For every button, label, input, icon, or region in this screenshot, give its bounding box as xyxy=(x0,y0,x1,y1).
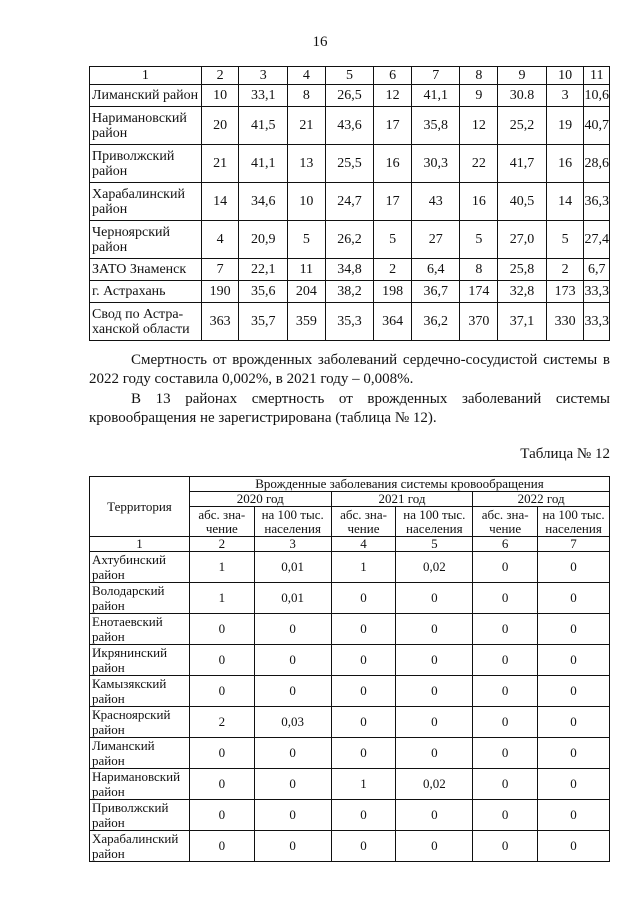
text-line: Наримановский xyxy=(92,769,181,784)
value-cell: 0 xyxy=(473,707,538,738)
value-cell: 37,1 xyxy=(498,303,547,341)
text-line: чение xyxy=(347,520,380,536)
abs-value-header xyxy=(331,507,396,537)
page-number: 16 xyxy=(312,34,328,50)
value-cell: 0 xyxy=(396,583,473,614)
value-cell: 9 xyxy=(460,85,498,107)
value-cell: 35,3 xyxy=(325,303,374,341)
value-cell: 0 xyxy=(396,831,473,862)
column-number: 5 xyxy=(396,537,473,552)
territory-cell xyxy=(90,645,190,676)
value-cell: 5 xyxy=(287,221,325,259)
table-row xyxy=(90,303,610,341)
value-cell: 0 xyxy=(538,676,610,707)
value-cell: 3 xyxy=(546,85,584,107)
value-cell: 33,3 xyxy=(584,303,610,341)
value-cell: 0 xyxy=(473,800,538,831)
value-cell: 0 xyxy=(331,707,396,738)
value-cell: 35,7 xyxy=(239,303,288,341)
year-header: 2021 год xyxy=(331,492,473,507)
column-number: 6 xyxy=(473,537,538,552)
value-cell: 0 xyxy=(189,769,254,800)
value-cell: 0 xyxy=(473,769,538,800)
value-cell: 27 xyxy=(411,221,460,259)
territory-cell xyxy=(90,107,202,145)
table-row xyxy=(90,707,610,738)
table-row xyxy=(90,552,610,583)
value-cell: 0 xyxy=(473,583,538,614)
value-cell: 26,2 xyxy=(325,221,374,259)
text-line: населения xyxy=(545,520,602,536)
column-number: 1 xyxy=(90,67,202,85)
column-number: 7 xyxy=(411,67,460,85)
text-line: абс. зна- xyxy=(340,506,387,522)
value-cell: 359 xyxy=(287,303,325,341)
value-cell: 21 xyxy=(287,107,325,145)
territory-cell xyxy=(90,183,202,221)
value-cell: 0 xyxy=(254,738,331,769)
value-cell: 2 xyxy=(546,259,584,281)
territory-cell xyxy=(90,583,190,614)
paragraph-cardio-mortality: Смертность от врожденных заболеваний сердечно-сосудистой системы в 2022 году составила 0,002%, в 2021 году – 0,008%. xyxy=(89,352,610,387)
value-cell: 36,7 xyxy=(411,281,460,303)
value-cell: 190 xyxy=(201,281,239,303)
text-line: Камызякский xyxy=(92,676,167,691)
value-cell: 17 xyxy=(374,183,412,221)
table-row xyxy=(90,831,610,862)
value-cell: 10,6 xyxy=(584,85,610,107)
congenital-circulatory-table xyxy=(89,476,610,862)
table-row xyxy=(90,800,610,831)
value-cell: 26,5 xyxy=(325,85,374,107)
column-number: 8 xyxy=(460,67,498,85)
value-cell: 36,3 xyxy=(584,183,610,221)
text-line: чение xyxy=(489,520,522,536)
value-cell: 0 xyxy=(396,676,473,707)
text-line: район xyxy=(92,125,128,141)
value-cell: 0 xyxy=(331,676,396,707)
territory-header: Территория xyxy=(90,477,190,537)
table-row xyxy=(90,221,610,259)
territory-cell xyxy=(90,676,190,707)
value-cell: 0,02 xyxy=(396,552,473,583)
value-cell: 41,1 xyxy=(239,145,288,183)
table-caption: Таблица № 12 xyxy=(520,446,610,462)
value-cell: 11 xyxy=(287,259,325,281)
value-cell: 5 xyxy=(374,221,412,259)
text-line: Наримановский xyxy=(92,110,187,126)
paragraph-districts: В 13 районах смертность от врожденных заболеваний системы кровообращения не зарегистрирована (таблица № 12). xyxy=(89,391,610,426)
value-cell: 41,7 xyxy=(498,145,547,183)
value-cell: 0 xyxy=(538,583,610,614)
value-cell: 0 xyxy=(396,800,473,831)
value-cell: 0 xyxy=(538,800,610,831)
value-cell: 0 xyxy=(396,614,473,645)
value-cell: 20,9 xyxy=(239,221,288,259)
column-number: 4 xyxy=(287,67,325,85)
column-number: 9 xyxy=(498,67,547,85)
value-cell: 0 xyxy=(189,676,254,707)
per-100k-header xyxy=(254,507,331,537)
text-line: на 100 тыс. xyxy=(261,506,324,522)
text-line: район xyxy=(92,567,125,582)
text-line: г. Астрахань xyxy=(92,284,166,299)
column-number: 2 xyxy=(189,537,254,552)
value-cell: 1 xyxy=(331,769,396,800)
text-line: абс. зна- xyxy=(481,506,529,522)
text-line: Харабалинский xyxy=(92,831,179,846)
value-cell: 0,02 xyxy=(396,769,473,800)
value-cell: 12 xyxy=(460,107,498,145)
value-cell: 34,6 xyxy=(239,183,288,221)
table-row xyxy=(90,738,610,769)
value-cell: 7 xyxy=(201,259,239,281)
table-row xyxy=(90,769,610,800)
value-cell: 330 xyxy=(546,303,584,341)
territory-cell xyxy=(90,769,190,800)
territory-cell xyxy=(90,221,202,259)
value-cell: 0 xyxy=(396,707,473,738)
value-cell: 0 xyxy=(331,645,396,676)
column-number: 11 xyxy=(584,67,610,85)
value-cell: 6,7 xyxy=(584,259,610,281)
group-header: Врожденные заболевания системы кровообращения xyxy=(189,477,609,492)
text-line: на 100 тыс. xyxy=(403,506,466,522)
year-header: 2022 год xyxy=(473,492,610,507)
value-cell: 0 xyxy=(473,676,538,707)
value-cell: 0 xyxy=(331,738,396,769)
value-cell: 0 xyxy=(473,738,538,769)
text-line: Приволжский xyxy=(92,148,175,164)
value-cell: 0,01 xyxy=(254,583,331,614)
value-cell: 40,5 xyxy=(498,183,547,221)
text-line: на 100 тыс. xyxy=(542,506,605,522)
text-line: район xyxy=(92,201,128,217)
column-number: 3 xyxy=(239,67,288,85)
value-cell: 0 xyxy=(189,645,254,676)
text-line: Володарский xyxy=(92,583,165,598)
text-line: Лиманский район xyxy=(92,88,199,103)
text-line: Свод по Астра- xyxy=(92,306,184,322)
text-line: район xyxy=(92,815,125,830)
territory-cell xyxy=(90,303,202,341)
value-cell: 0 xyxy=(331,800,396,831)
value-cell: 1 xyxy=(189,552,254,583)
per-100k-header xyxy=(396,507,473,537)
table-row xyxy=(90,614,610,645)
value-cell: 0 xyxy=(473,614,538,645)
text-line: чение xyxy=(205,520,238,536)
value-cell: 173 xyxy=(546,281,584,303)
per-100k-header xyxy=(538,507,610,537)
value-cell: 20 xyxy=(201,107,239,145)
value-cell: 0 xyxy=(254,831,331,862)
value-cell: 0 xyxy=(538,552,610,583)
text-line: Черноярский xyxy=(92,224,170,240)
value-cell: 198 xyxy=(374,281,412,303)
text-line: район xyxy=(92,722,125,737)
abs-value-header xyxy=(189,507,254,537)
value-cell: 0 xyxy=(538,707,610,738)
value-cell: 2 xyxy=(189,707,254,738)
territory-cell xyxy=(90,145,202,183)
column-number: 2 xyxy=(201,67,239,85)
text-line: абс. зна- xyxy=(198,506,246,522)
table-row xyxy=(90,583,610,614)
text-line: район xyxy=(92,691,125,706)
value-cell: 8 xyxy=(287,85,325,107)
value-cell: 33,3 xyxy=(584,281,610,303)
value-cell: 0 xyxy=(331,831,396,862)
value-cell: 25,5 xyxy=(325,145,374,183)
territory-cell xyxy=(90,831,190,862)
value-cell: 35,8 xyxy=(411,107,460,145)
text-line: район xyxy=(92,753,125,768)
value-cell: 12 xyxy=(374,85,412,107)
column-number: 10 xyxy=(546,67,584,85)
value-cell: 370 xyxy=(460,303,498,341)
text-line: Красноярский xyxy=(92,707,171,722)
value-cell: 14 xyxy=(546,183,584,221)
value-cell: 5 xyxy=(460,221,498,259)
value-cell: 33,1 xyxy=(239,85,288,107)
value-cell: 24,7 xyxy=(325,183,374,221)
value-cell: 32,8 xyxy=(498,281,547,303)
value-cell: 0 xyxy=(254,614,331,645)
value-cell: 25,2 xyxy=(498,107,547,145)
value-cell: 0 xyxy=(473,831,538,862)
text-line: район xyxy=(92,660,125,675)
value-cell: 174 xyxy=(460,281,498,303)
value-cell: 0 xyxy=(538,831,610,862)
value-cell: 0 xyxy=(189,738,254,769)
value-cell: 0 xyxy=(473,645,538,676)
text-line: район xyxy=(92,846,125,861)
value-cell: 21 xyxy=(201,145,239,183)
value-cell: 4 xyxy=(201,221,239,259)
territory-cell xyxy=(90,281,202,303)
table-row xyxy=(90,183,610,221)
value-cell: 17 xyxy=(374,107,412,145)
table-row xyxy=(90,259,610,281)
text-line: Лиманский xyxy=(92,738,155,753)
value-cell: 0 xyxy=(189,614,254,645)
text-line: Приволжский xyxy=(92,800,169,815)
value-cell: 0 xyxy=(396,645,473,676)
territory-cell xyxy=(90,800,190,831)
text-line: ЗАТО Знаменск xyxy=(92,262,187,277)
table-row xyxy=(90,145,610,183)
text-line: район xyxy=(92,784,125,799)
territory-cell xyxy=(90,85,202,107)
table-row xyxy=(90,676,610,707)
table-row xyxy=(90,85,610,107)
value-cell: 27,0 xyxy=(498,221,547,259)
value-cell: 13 xyxy=(287,145,325,183)
value-cell: 0 xyxy=(331,614,396,645)
territory-cell xyxy=(90,707,190,738)
value-cell: 43,6 xyxy=(325,107,374,145)
value-cell: 5 xyxy=(546,221,584,259)
value-cell: 6,4 xyxy=(411,259,460,281)
value-cell: 0,03 xyxy=(254,707,331,738)
header-row xyxy=(90,67,610,85)
text-line: район xyxy=(92,163,128,179)
territory-cell xyxy=(90,259,202,281)
territory-cell xyxy=(90,552,190,583)
value-cell: 0 xyxy=(538,645,610,676)
column-number: 4 xyxy=(331,537,396,552)
territory-cell xyxy=(90,738,190,769)
value-cell: 0 xyxy=(189,831,254,862)
value-cell: 364 xyxy=(374,303,412,341)
text-line: район xyxy=(92,239,128,255)
value-cell: 28,6 xyxy=(584,145,610,183)
value-cell: 16 xyxy=(374,145,412,183)
abs-value-header xyxy=(473,507,538,537)
value-cell: 0 xyxy=(189,800,254,831)
value-cell: 22,1 xyxy=(239,259,288,281)
column-number: 3 xyxy=(254,537,331,552)
value-cell: 1 xyxy=(189,583,254,614)
text-line: населения xyxy=(406,520,463,536)
table-row xyxy=(90,645,610,676)
mortality-table-continued xyxy=(89,66,610,341)
value-cell: 0 xyxy=(396,738,473,769)
value-cell: 35,6 xyxy=(239,281,288,303)
value-cell: 2 xyxy=(374,259,412,281)
value-cell: 0 xyxy=(254,769,331,800)
text-line: ханской области xyxy=(92,321,190,337)
text-line: Енотаевский xyxy=(92,614,163,629)
value-cell: 0,01 xyxy=(254,552,331,583)
value-cell: 14 xyxy=(201,183,239,221)
value-cell: 43 xyxy=(411,183,460,221)
value-cell: 16 xyxy=(546,145,584,183)
value-cell: 0 xyxy=(538,769,610,800)
table-row xyxy=(90,281,610,303)
value-cell: 34,8 xyxy=(325,259,374,281)
value-cell: 0 xyxy=(254,645,331,676)
value-cell: 0 xyxy=(538,738,610,769)
value-cell: 204 xyxy=(287,281,325,303)
value-cell: 41,5 xyxy=(239,107,288,145)
value-cell: 363 xyxy=(201,303,239,341)
value-cell: 0 xyxy=(473,552,538,583)
value-cell: 19 xyxy=(546,107,584,145)
value-cell: 30,3 xyxy=(411,145,460,183)
text-line: район xyxy=(92,598,125,613)
value-cell: 16 xyxy=(460,183,498,221)
text-line: Харабалинский xyxy=(92,186,185,202)
text-line: населения xyxy=(264,520,321,536)
territory-cell xyxy=(90,614,190,645)
value-cell: 40,7 xyxy=(584,107,610,145)
value-cell: 36,2 xyxy=(411,303,460,341)
year-header: 2020 год xyxy=(189,492,331,507)
value-cell: 8 xyxy=(460,259,498,281)
value-cell: 0 xyxy=(331,583,396,614)
column-number: 6 xyxy=(374,67,412,85)
value-cell: 27,4 xyxy=(584,221,610,259)
value-cell: 10 xyxy=(287,183,325,221)
value-cell: 25,8 xyxy=(498,259,547,281)
column-number: 5 xyxy=(325,67,374,85)
value-cell: 41,1 xyxy=(411,85,460,107)
value-cell: 0 xyxy=(254,800,331,831)
text-line: район xyxy=(92,629,125,644)
value-cell: 38,2 xyxy=(325,281,374,303)
value-cell: 22 xyxy=(460,145,498,183)
column-number: 7 xyxy=(538,537,610,552)
column-number: 1 xyxy=(90,537,190,552)
value-cell: 30.8 xyxy=(498,85,547,107)
text-line: Ахтубинский xyxy=(92,552,166,567)
value-cell: 1 xyxy=(331,552,396,583)
value-cell: 0 xyxy=(538,614,610,645)
value-cell: 0 xyxy=(254,676,331,707)
text-line: Икрянинский xyxy=(92,645,168,660)
table-row xyxy=(90,107,610,145)
value-cell: 10 xyxy=(201,85,239,107)
